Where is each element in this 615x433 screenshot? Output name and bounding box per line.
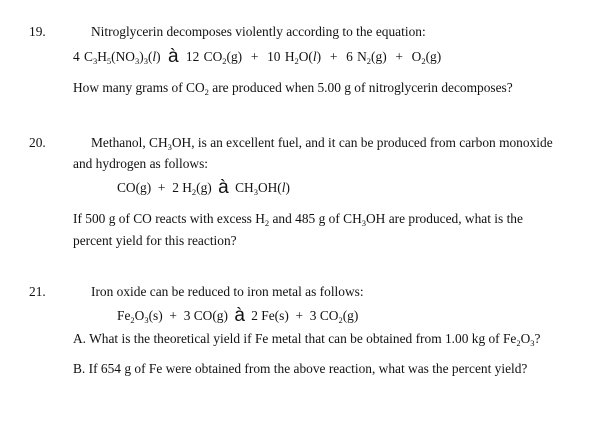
- reaction-arrow-icon: à: [167, 46, 179, 67]
- problem-21-number: 21.: [29, 284, 46, 299]
- problem-20-question: If 500 g of CO reacts with excess $H_2$ and 485 g of $CH_3OH$ are produced, what is the: [73, 211, 523, 228]
- problem-19-number: 19.: [29, 24, 46, 39]
- problem-20-equation: CO(g) + 2 $H_2(g)$ à $CH_3OH(l)$: [117, 177, 290, 198]
- problem-20-intro: Methanol, $CH_3OH$, is an excellent fuel, and it can be produced from carbon monoxide: [91, 135, 553, 152]
- problem-19-question: How many grams of $CO_2$ are produced when 5.00 g of nitroglycerin decomposes?: [73, 80, 513, 97]
- problem-21-part-a: A. What is the theoretical yield if Fe metal that can be obtained from 1.00 kg of $Fe_2O_3$?: [73, 331, 541, 348]
- problem-20-question-cont: percent yield for this reaction?: [73, 233, 237, 248]
- problem-19-intro: Nitroglycerin decomposes violently according to the equation:: [91, 24, 426, 39]
- problem-20-intro-cont: and hydrogen as follows:: [73, 156, 208, 171]
- problem-19-equation: 4 $C_3H_5(NO_3)_3(l)$ à 12 $CO_2(g) + 10$ $H_2O(l) + 6$ $N_2(g) + O_2(g)$: [73, 46, 442, 67]
- problem-21-part-b: B. If 654 g of Fe were obtained from the above reaction, what was the percent yield?: [73, 361, 528, 376]
- problem-21-intro: Iron oxide can be reduced to iron metal as follows:: [91, 284, 364, 299]
- reaction-arrow-icon: à: [218, 177, 229, 198]
- reaction-arrow-icon: à: [234, 305, 245, 326]
- problem-20-number: 20.: [29, 135, 46, 150]
- problem-21-equation: $Fe_2O_3(s) + 3$ CO(g) à 2 Fe(s) + 3 $CO_2(g)$: [117, 305, 359, 326]
